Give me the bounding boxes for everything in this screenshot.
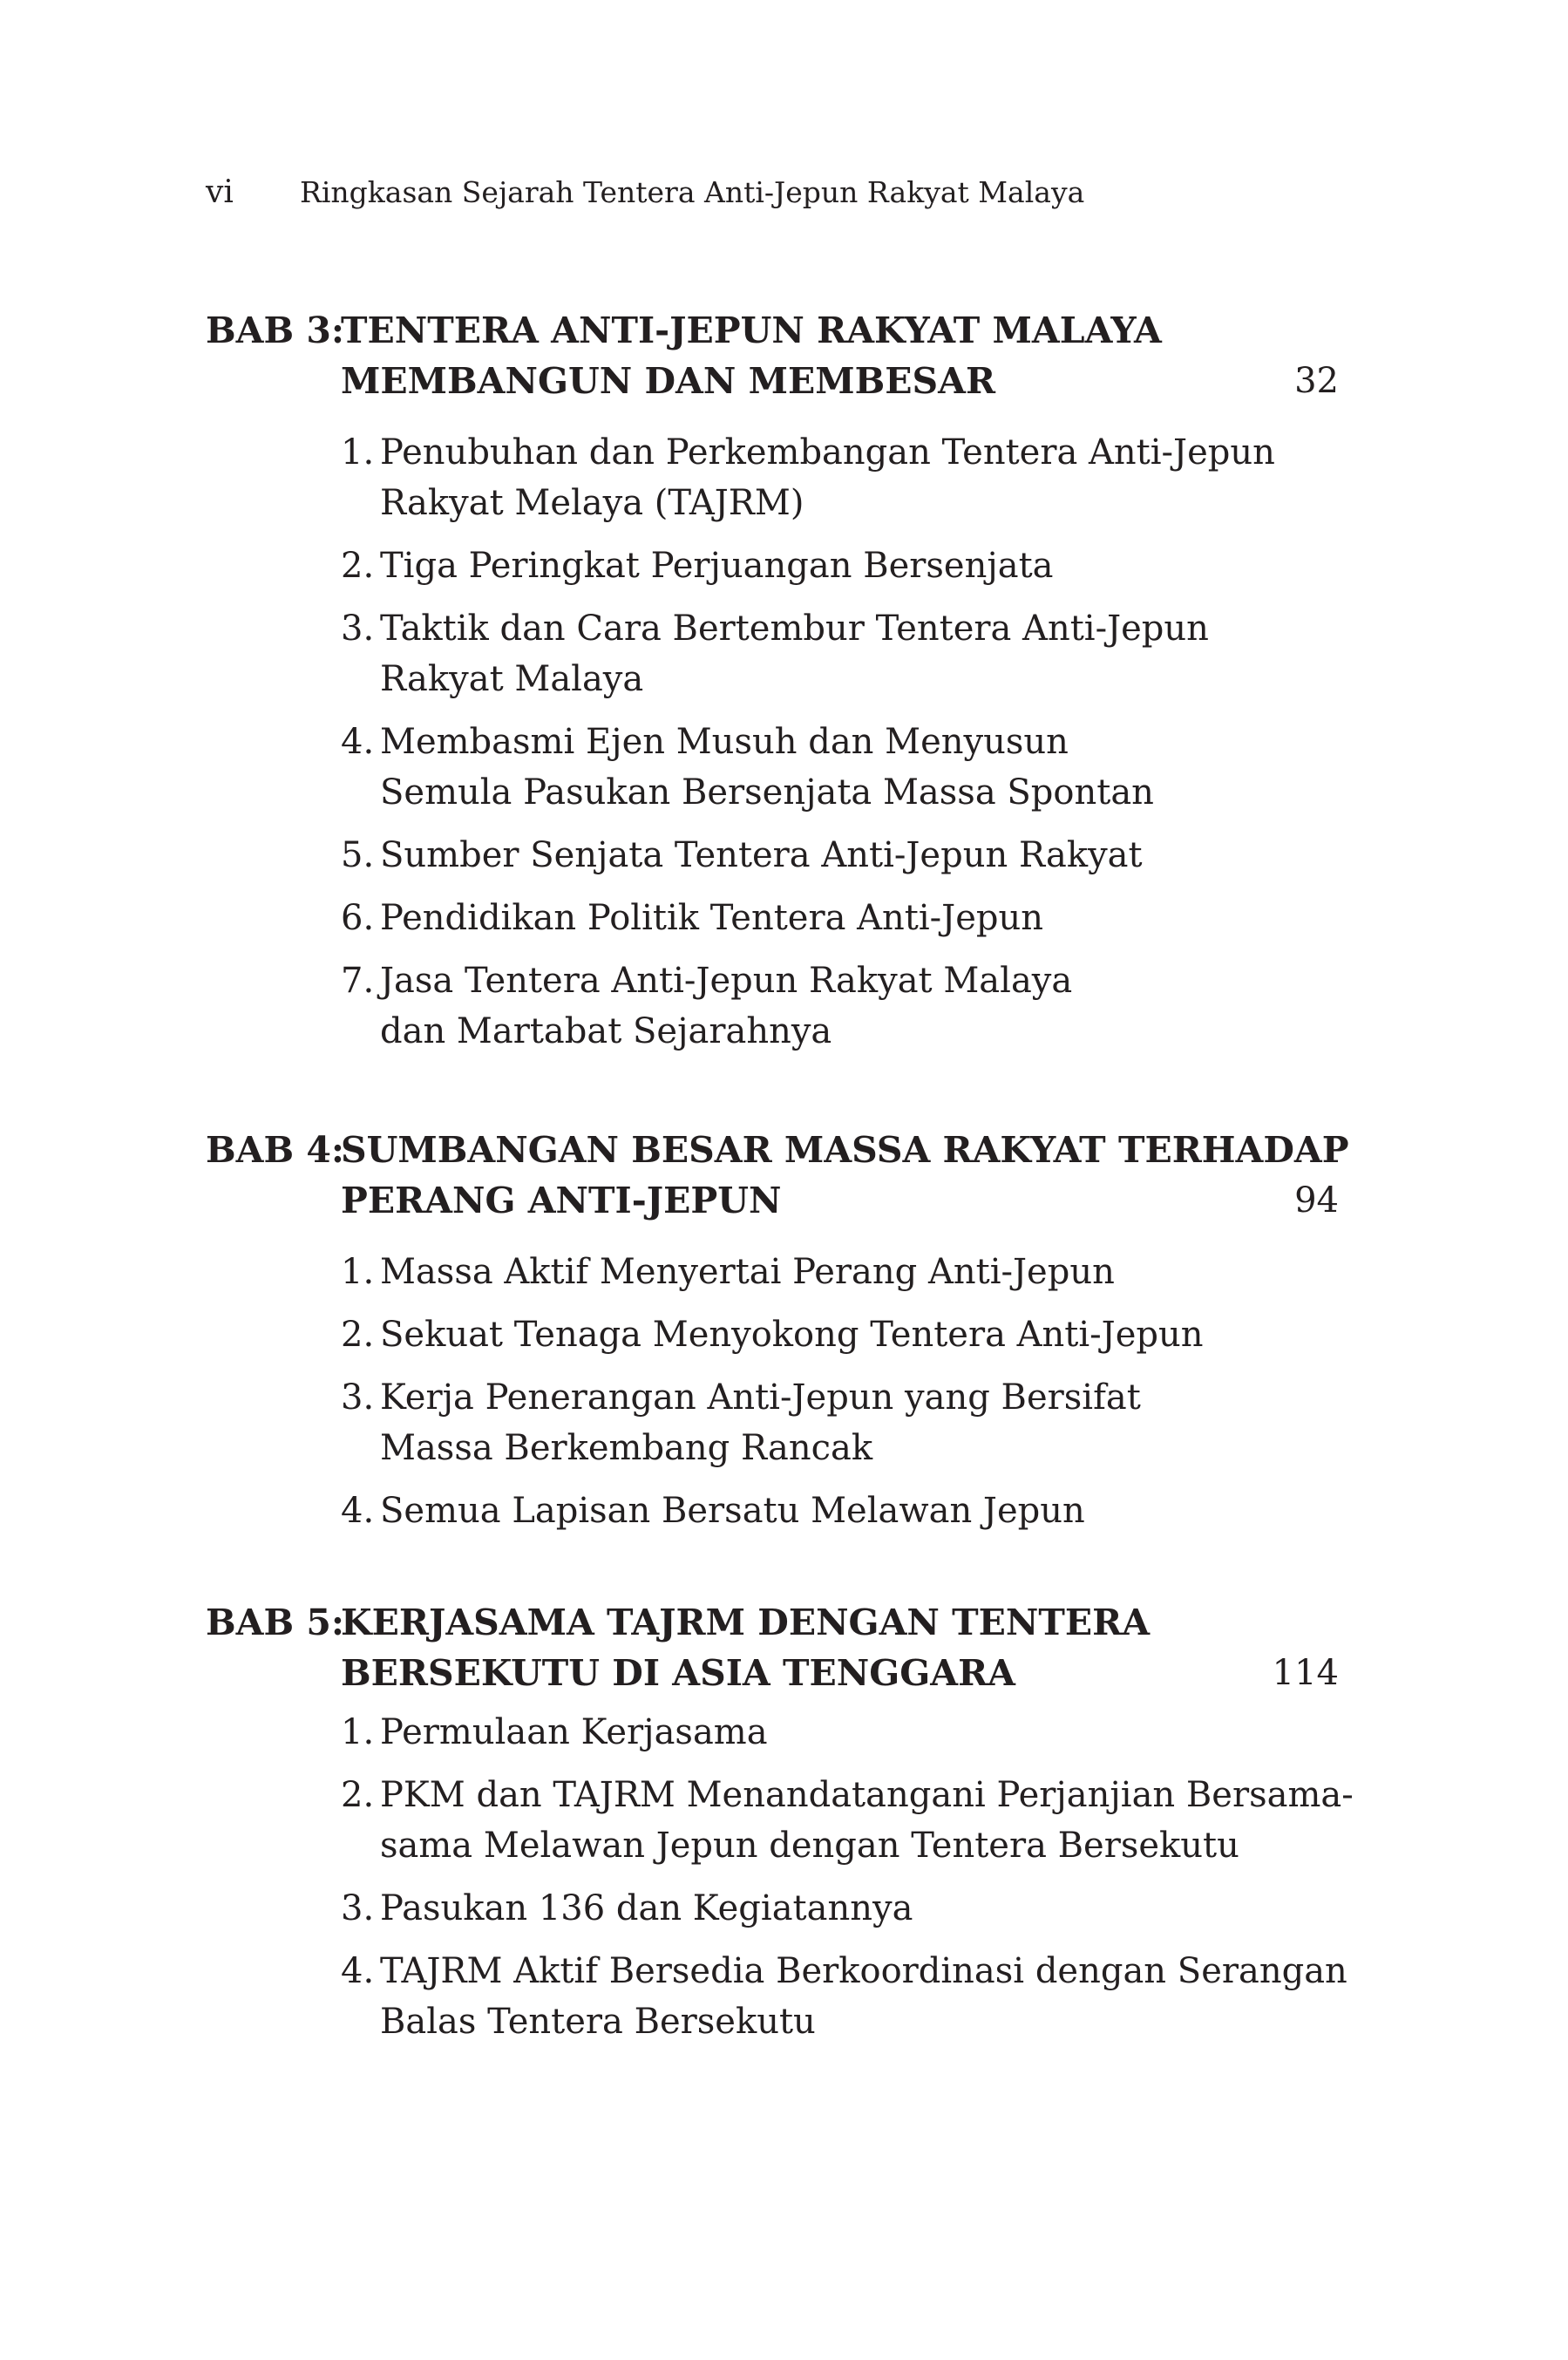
chapter-title-line: PERANG ANTI-JEPUN [341,1180,782,1221]
section-list [206,427,1339,1057]
section-line: TAJRM Aktif Bersedia Berkoordinasi dengan Serangan [380,1951,1347,1991]
section-number: 2. [341,546,375,586]
section-line: Tiga Peringkat Perjuangan Bersenjata [380,546,1054,586]
section-line: Taktik dan Cara Bertembur Tentera Anti-Jepun [380,609,1209,649]
section-line: Permulaan Kerjasama [380,1712,768,1752]
section-line: Sumber Senjata Tentera Anti-Jepun Rakyat [380,835,1143,875]
chapter-label: BAB 4: [206,1129,345,1171]
section-item [341,1486,1339,1536]
section-line: Sekuat Tenaga Menyokong Tentera Anti-Jepun [380,1315,1204,1355]
section-item [341,1946,1347,2047]
chapter-label: BAB 5: [206,1602,345,1643]
section-number: 5. [341,835,375,875]
section-item [341,427,1339,528]
section-number: 3. [341,609,375,649]
section-item [341,1883,1339,1934]
running-title: Ringkasan Sejarah Tentera Anti-Jepun Rakyat Malaya [300,175,1085,209]
section-line: dan Martabat Sejarahnya [380,1011,832,1051]
chapter-page-number: 32 [1294,361,1339,401]
chapter-title-line: MEMBANGUN DAN MEMBESAR [341,360,996,402]
chapter-title [341,1597,1212,1698]
section-number: 1. [341,1252,375,1292]
section-line: Penubuhan dan Perkembangan Tentera Anti-Jepun [380,432,1275,473]
chapter-bab-3 [206,305,1339,1057]
section-number: 3. [341,1377,375,1418]
chapter-page-number: 114 [1272,1653,1339,1693]
section-item [341,603,1339,704]
section-line: sama Melawan Jepun dengan Tentera Bersekutu [380,1826,1239,1866]
section-number: 3. [341,1888,375,1928]
chapter-title-line: TENTERA ANTI-JEPUN RAKYAT MALAYA [341,309,1162,351]
running-head [206,174,1084,210]
section-line: Massa Berkembang Rancak [380,1428,873,1468]
chapter-title [341,305,1212,406]
section-item [341,541,1339,591]
chapter-label: BAB 3: [206,309,345,351]
section-number: 4. [341,1951,375,1991]
chapter-page-number: 94 [1294,1180,1339,1221]
section-item [341,830,1339,881]
section-list [206,1707,1354,2047]
section-line: Rakyat Malaya [380,659,644,699]
section-line: Kerja Penerangan Anti-Jepun yang Bersifat [380,1377,1141,1418]
section-item [341,1309,1339,1360]
section-line: Membasmi Ejen Musuh dan Menyusun [380,722,1069,762]
section-line: Rakyat Melaya (TAJRM) [380,483,804,523]
section-number: 7. [341,961,375,1001]
section-item [341,893,1339,943]
page-folio: vi [206,174,234,210]
section-line: Balas Tentera Bersekutu [380,2002,816,2042]
section-item [341,1247,1339,1297]
section-list [206,1247,1339,1536]
section-line: Semula Pasukan Bersenjata Massa Spontan [380,772,1154,813]
chapter-heading [206,1597,1339,1698]
section-number: 4. [341,722,375,762]
chapter-heading [206,1125,1349,1226]
section-item [341,717,1339,818]
section-number: 2. [341,1315,375,1355]
section-number: 1. [341,432,375,473]
section-item [341,956,1339,1057]
section-number: 2. [341,1775,375,1815]
section-line: Jasa Tentera Anti-Jepun Rakyat Malaya [380,961,1073,1001]
section-item [341,1707,1339,1758]
section-line: Massa Aktif Menyertai Perang Anti-Jepun [380,1252,1115,1292]
chapter-bab-4 [206,1125,1349,1536]
chapter-title-line: KERJASAMA TAJRM DENGAN TENTERA [341,1602,1151,1643]
chapter-title-line: SUMBANGAN BESAR MASSA RAKYAT TERHADAP [341,1129,1349,1171]
section-item [341,1770,1354,1871]
section-line: PKM dan TAJRM Menandatangani Perjanjian Bersama- [380,1775,1354,1815]
chapter-title-line: BERSEKUTU DI ASIA TENGGARA [341,1652,1015,1694]
section-line: Semua Lapisan Bersatu Melawan Jepun [380,1491,1085,1531]
chapter-bab-5 [206,1597,1354,2047]
section-number: 4. [341,1491,375,1531]
section-line: Pasukan 136 dan Kegiatannya [380,1888,913,1928]
section-number: 6. [341,898,375,938]
section-item [341,1372,1339,1473]
section-number: 1. [341,1712,375,1752]
chapter-heading [206,305,1339,406]
section-line: Pendidikan Politik Tentera Anti-Jepun [380,898,1043,938]
